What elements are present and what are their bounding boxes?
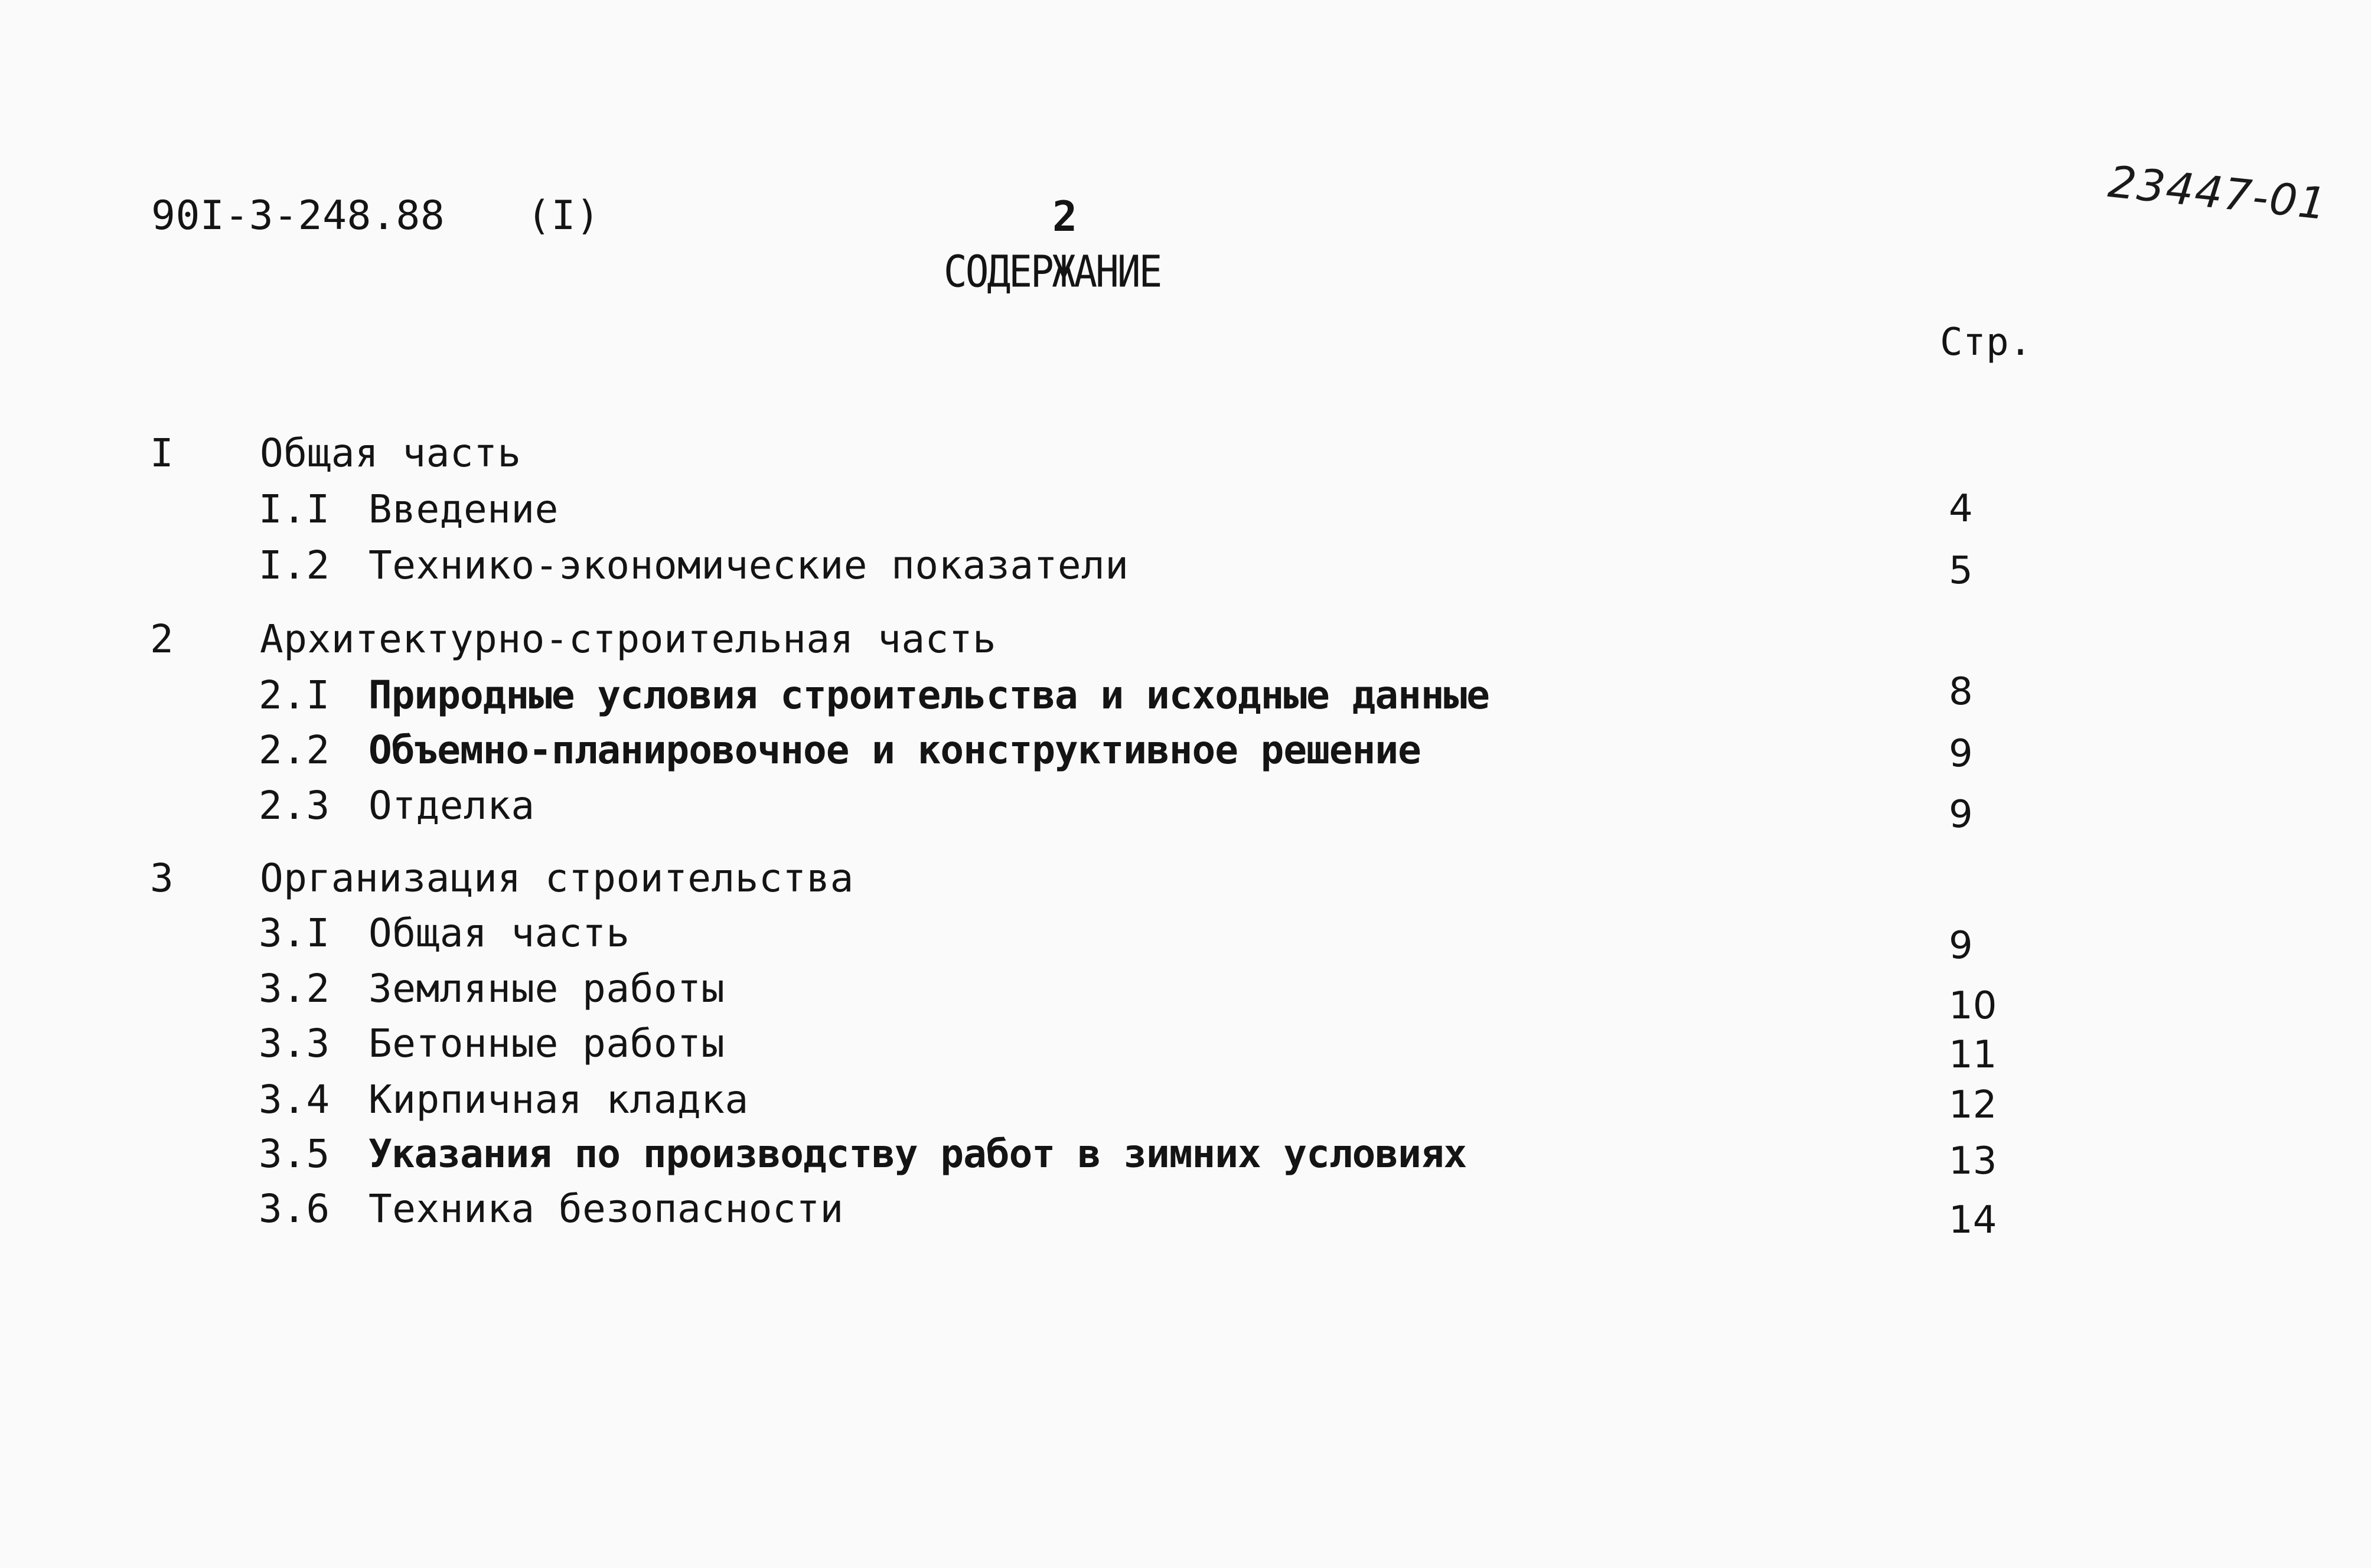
page-reference: 10 xyxy=(1949,984,1997,1028)
subsection-title: Технико-экономические показатели xyxy=(368,543,1129,588)
page-reference: 4 xyxy=(1949,487,1973,531)
subsection-title: Введение xyxy=(368,486,559,532)
subsection-title: Отделка xyxy=(368,783,535,828)
subsection-title: Объемно-планировочное и конструктивное решение xyxy=(368,727,1421,773)
page-column-label: Стр. xyxy=(1940,321,2033,364)
subsection-title: Кирпичная кладка xyxy=(368,1077,749,1122)
page-reference: 8 xyxy=(1949,670,1973,714)
section-number: 3 xyxy=(150,855,174,901)
handwritten-stamp: 23447-01 xyxy=(2106,156,2330,230)
document-code: 90I-3-248.88 xyxy=(151,192,445,239)
page-number: 2 xyxy=(1052,192,1078,241)
page-reference: 11 xyxy=(1949,1033,1997,1077)
subsection-title: Природные условия строительства и исходные данные xyxy=(368,672,1490,718)
subsection-number: 3.2 xyxy=(259,966,330,1011)
page-title: СОДЕРЖАНИЕ xyxy=(944,246,1161,298)
subsection-number: 2.3 xyxy=(259,783,330,828)
subsection-number: I.I xyxy=(259,486,330,532)
subsection-title: Общая часть xyxy=(368,910,630,956)
section-number: 2 xyxy=(150,616,174,662)
page-reference: 9 xyxy=(1949,793,1973,837)
subsection-title: Бетонные работы xyxy=(368,1021,725,1066)
subsection-number: 3.4 xyxy=(259,1077,330,1122)
subsection-number: I.2 xyxy=(259,543,330,588)
subsection-number: 3.3 xyxy=(259,1021,330,1066)
document-part: (I) xyxy=(527,192,601,239)
subsection-title: Указания по производству работ в зимних условиях xyxy=(368,1131,1467,1177)
page-reference: 9 xyxy=(1949,924,1973,968)
page-reference: 5 xyxy=(1949,549,1973,593)
page-reference: 9 xyxy=(1949,732,1973,776)
section-number: I xyxy=(150,430,174,476)
subsection-number: 3.I xyxy=(259,910,330,956)
subsection-number: 3.5 xyxy=(259,1131,330,1177)
subsection-number: 2.I xyxy=(259,672,330,718)
subsection-number: 2.2 xyxy=(259,727,330,773)
subsection-title: Техника безопасности xyxy=(368,1186,844,1231)
section-title: Архитектурно-строительная часть xyxy=(260,616,997,662)
page-reference: 12 xyxy=(1949,1083,1997,1127)
page-reference: 13 xyxy=(1949,1139,1997,1183)
section-title: Общая часть xyxy=(260,430,521,476)
page-reference: 14 xyxy=(1949,1198,1997,1242)
subsection-title: Земляные работы xyxy=(368,966,725,1011)
subsection-number: 3.6 xyxy=(259,1186,330,1231)
section-title: Организация строительства xyxy=(260,855,854,901)
